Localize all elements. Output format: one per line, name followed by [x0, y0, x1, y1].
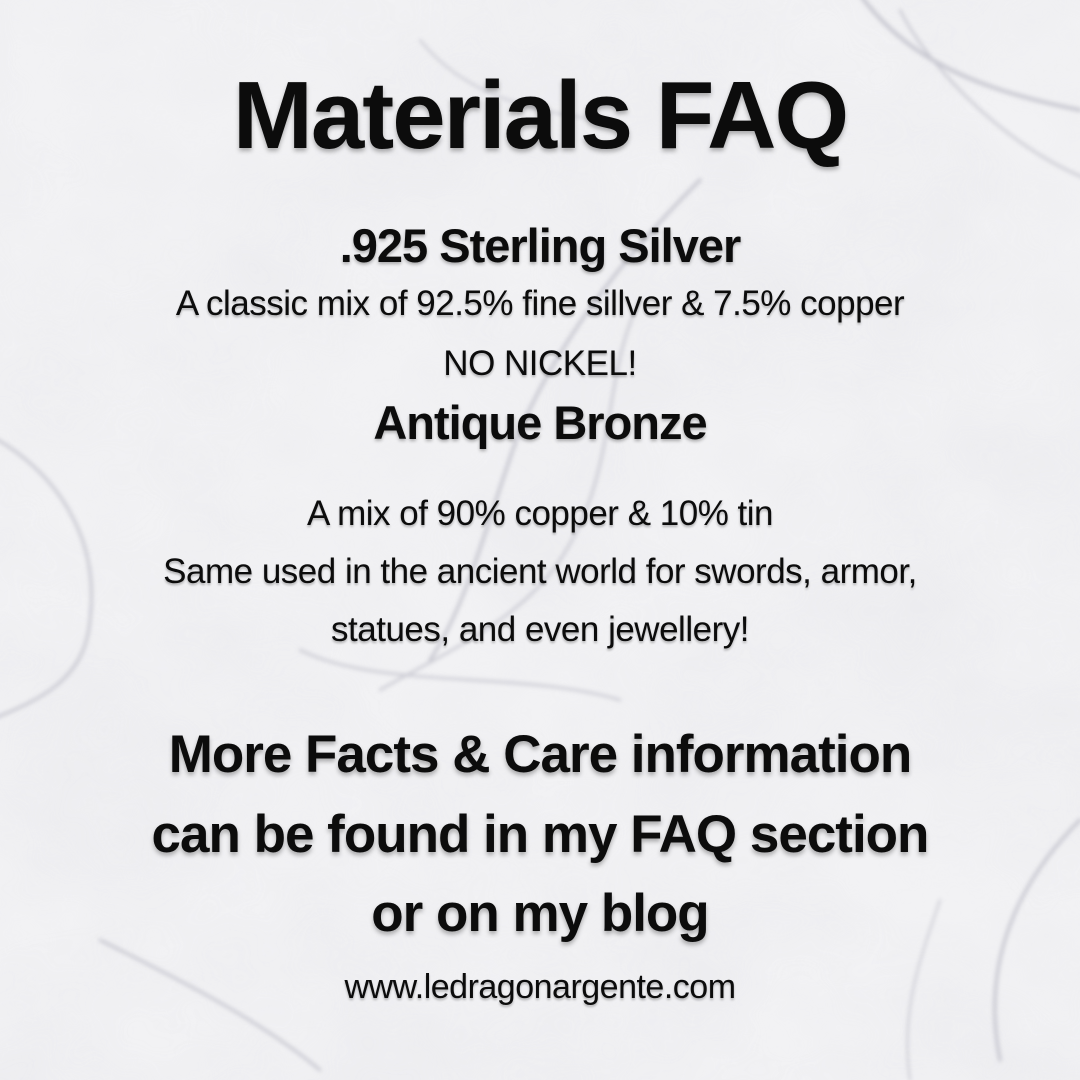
- antique-bronze-heading: Antique Bronze: [373, 396, 707, 450]
- bronze-history-line-2: statues, and even jewellery!: [331, 610, 749, 650]
- more-info-line-2: can be found in my FAQ section: [151, 804, 929, 864]
- page-title: Materials FAQ: [232, 62, 848, 169]
- sterling-silver-description: A classic mix of 92.5% fine sillver & 7.5% copper: [175, 284, 905, 324]
- no-nickel-note: NO NICKEL!: [443, 344, 637, 384]
- more-info-message: [152, 715, 929, 954]
- bronze-mix-description: A mix of 90% copper & 10% tin: [306, 494, 774, 534]
- website-url: www.ledragonargente.com: [344, 967, 736, 1006]
- more-info-line-1: More Facts & Care information: [168, 725, 912, 785]
- sterling-silver-heading: .925 Sterling Silver: [339, 218, 741, 272]
- bronze-history-line-1: Same used in the ancient world for swords, armor,: [163, 552, 917, 592]
- more-info-line-3: or on my blog: [371, 884, 709, 944]
